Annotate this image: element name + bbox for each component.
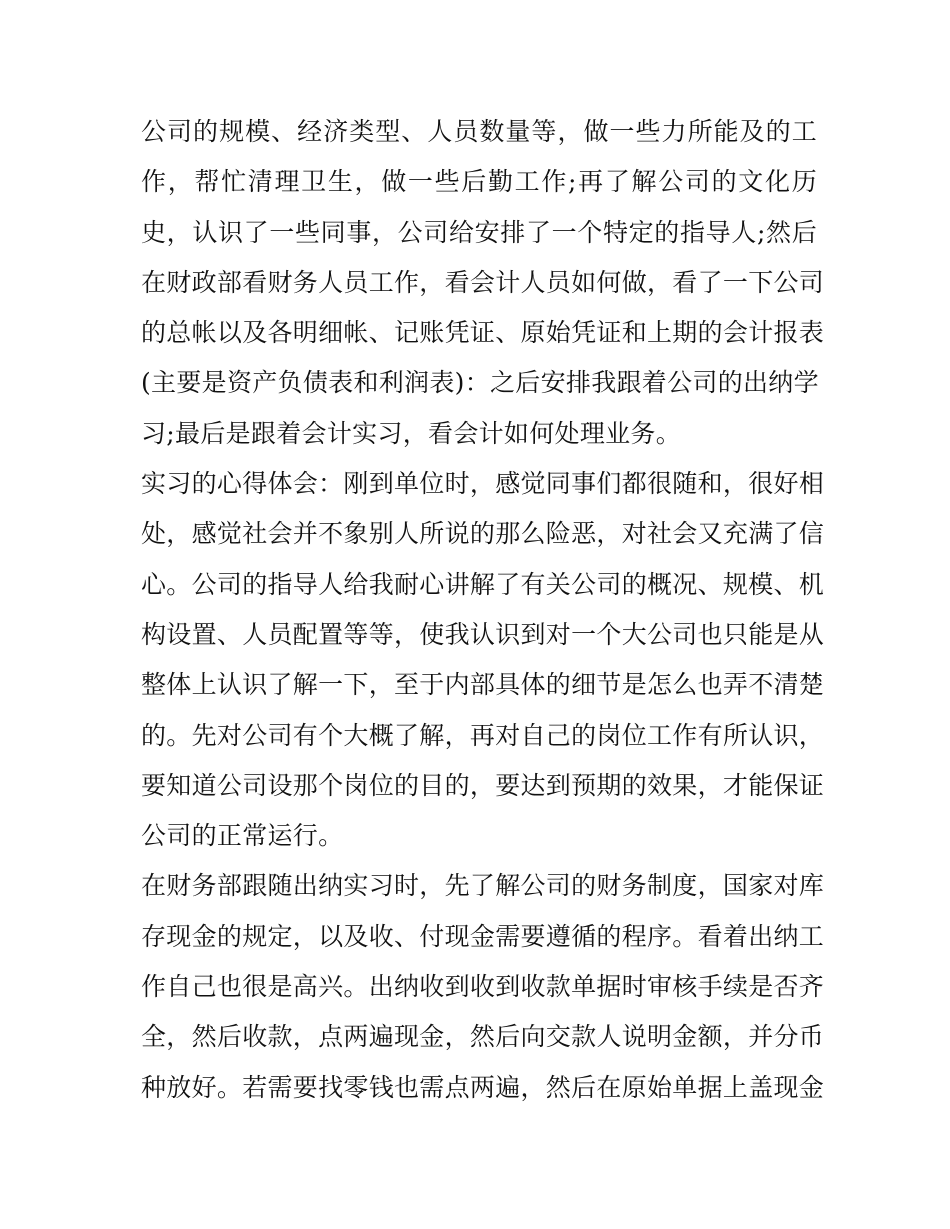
text-line: 的总帐以及各明细帐、记账凭证、原始凭证和上期的会计报表 bbox=[141, 318, 825, 348]
text-line: 作，帮忙清理卫生，做一些后勤工作;再了解公司的文化历 bbox=[141, 167, 817, 197]
text-line: 要知道公司设那个岗位的目的，要达到预期的效果，才能保证 bbox=[141, 770, 825, 800]
text-line: 作自己也很是高兴。出纳收到收到收款单据时审核手续是否齐 bbox=[141, 972, 825, 1002]
text-line: 构设置、人员配置等等，使我认识到对一个大公司也只能是从 bbox=[141, 619, 825, 649]
text-line: 种放好。若需要找零钱也需点两遍，然后在原始单据上盖现金 bbox=[141, 1072, 825, 1102]
body-text bbox=[141, 107, 825, 1113]
text-line: 心。公司的指导人给我耐心讲解了有关公司的概况、规模、机 bbox=[141, 569, 825, 599]
text-line: 公司的规模、经济类型、人员数量等，做一些力所能及的工 bbox=[141, 117, 817, 146]
text-line: 处，感觉社会并不象别人所说的那么险恶，对社会又充满了信 bbox=[141, 519, 825, 549]
text-line: 实习的心得体会：刚到单位时，感觉同事们都很随和，很好相 bbox=[141, 469, 825, 499]
text-line: 的。先对公司有个大概了解，再对自己的岗位工作有所认识， bbox=[141, 720, 825, 750]
text-line: 在财政部看财务人员工作，看会计人员如何做，看了一下公司 bbox=[141, 267, 825, 297]
text-line: 全，然后收款，点两遍现金，然后向交款人说明金额，并分币 bbox=[141, 1022, 825, 1052]
text-line: (主要是资产负债表和利润表)：之后安排我跟着公司的出纳学 bbox=[141, 368, 819, 398]
text-line: 公司的正常运行。 bbox=[141, 821, 344, 851]
text-line: 习;最后是跟着会计实习，看会计如何处理业务。 bbox=[141, 418, 682, 448]
text-line: 整体上认识了解一下，至于内部具体的细节是怎么也弄不清楚 bbox=[141, 670, 825, 700]
text-line: 存现金的规定，以及收、付现金需要遵循的程序。看着出纳工 bbox=[141, 921, 825, 951]
text-line: 史，认识了一些同事，公司给安排了一个特定的指导人;然后 bbox=[141, 217, 817, 247]
text-line: 在财务部跟随出纳实习时，先了解公司的财务制度，国家对库 bbox=[141, 871, 825, 901]
